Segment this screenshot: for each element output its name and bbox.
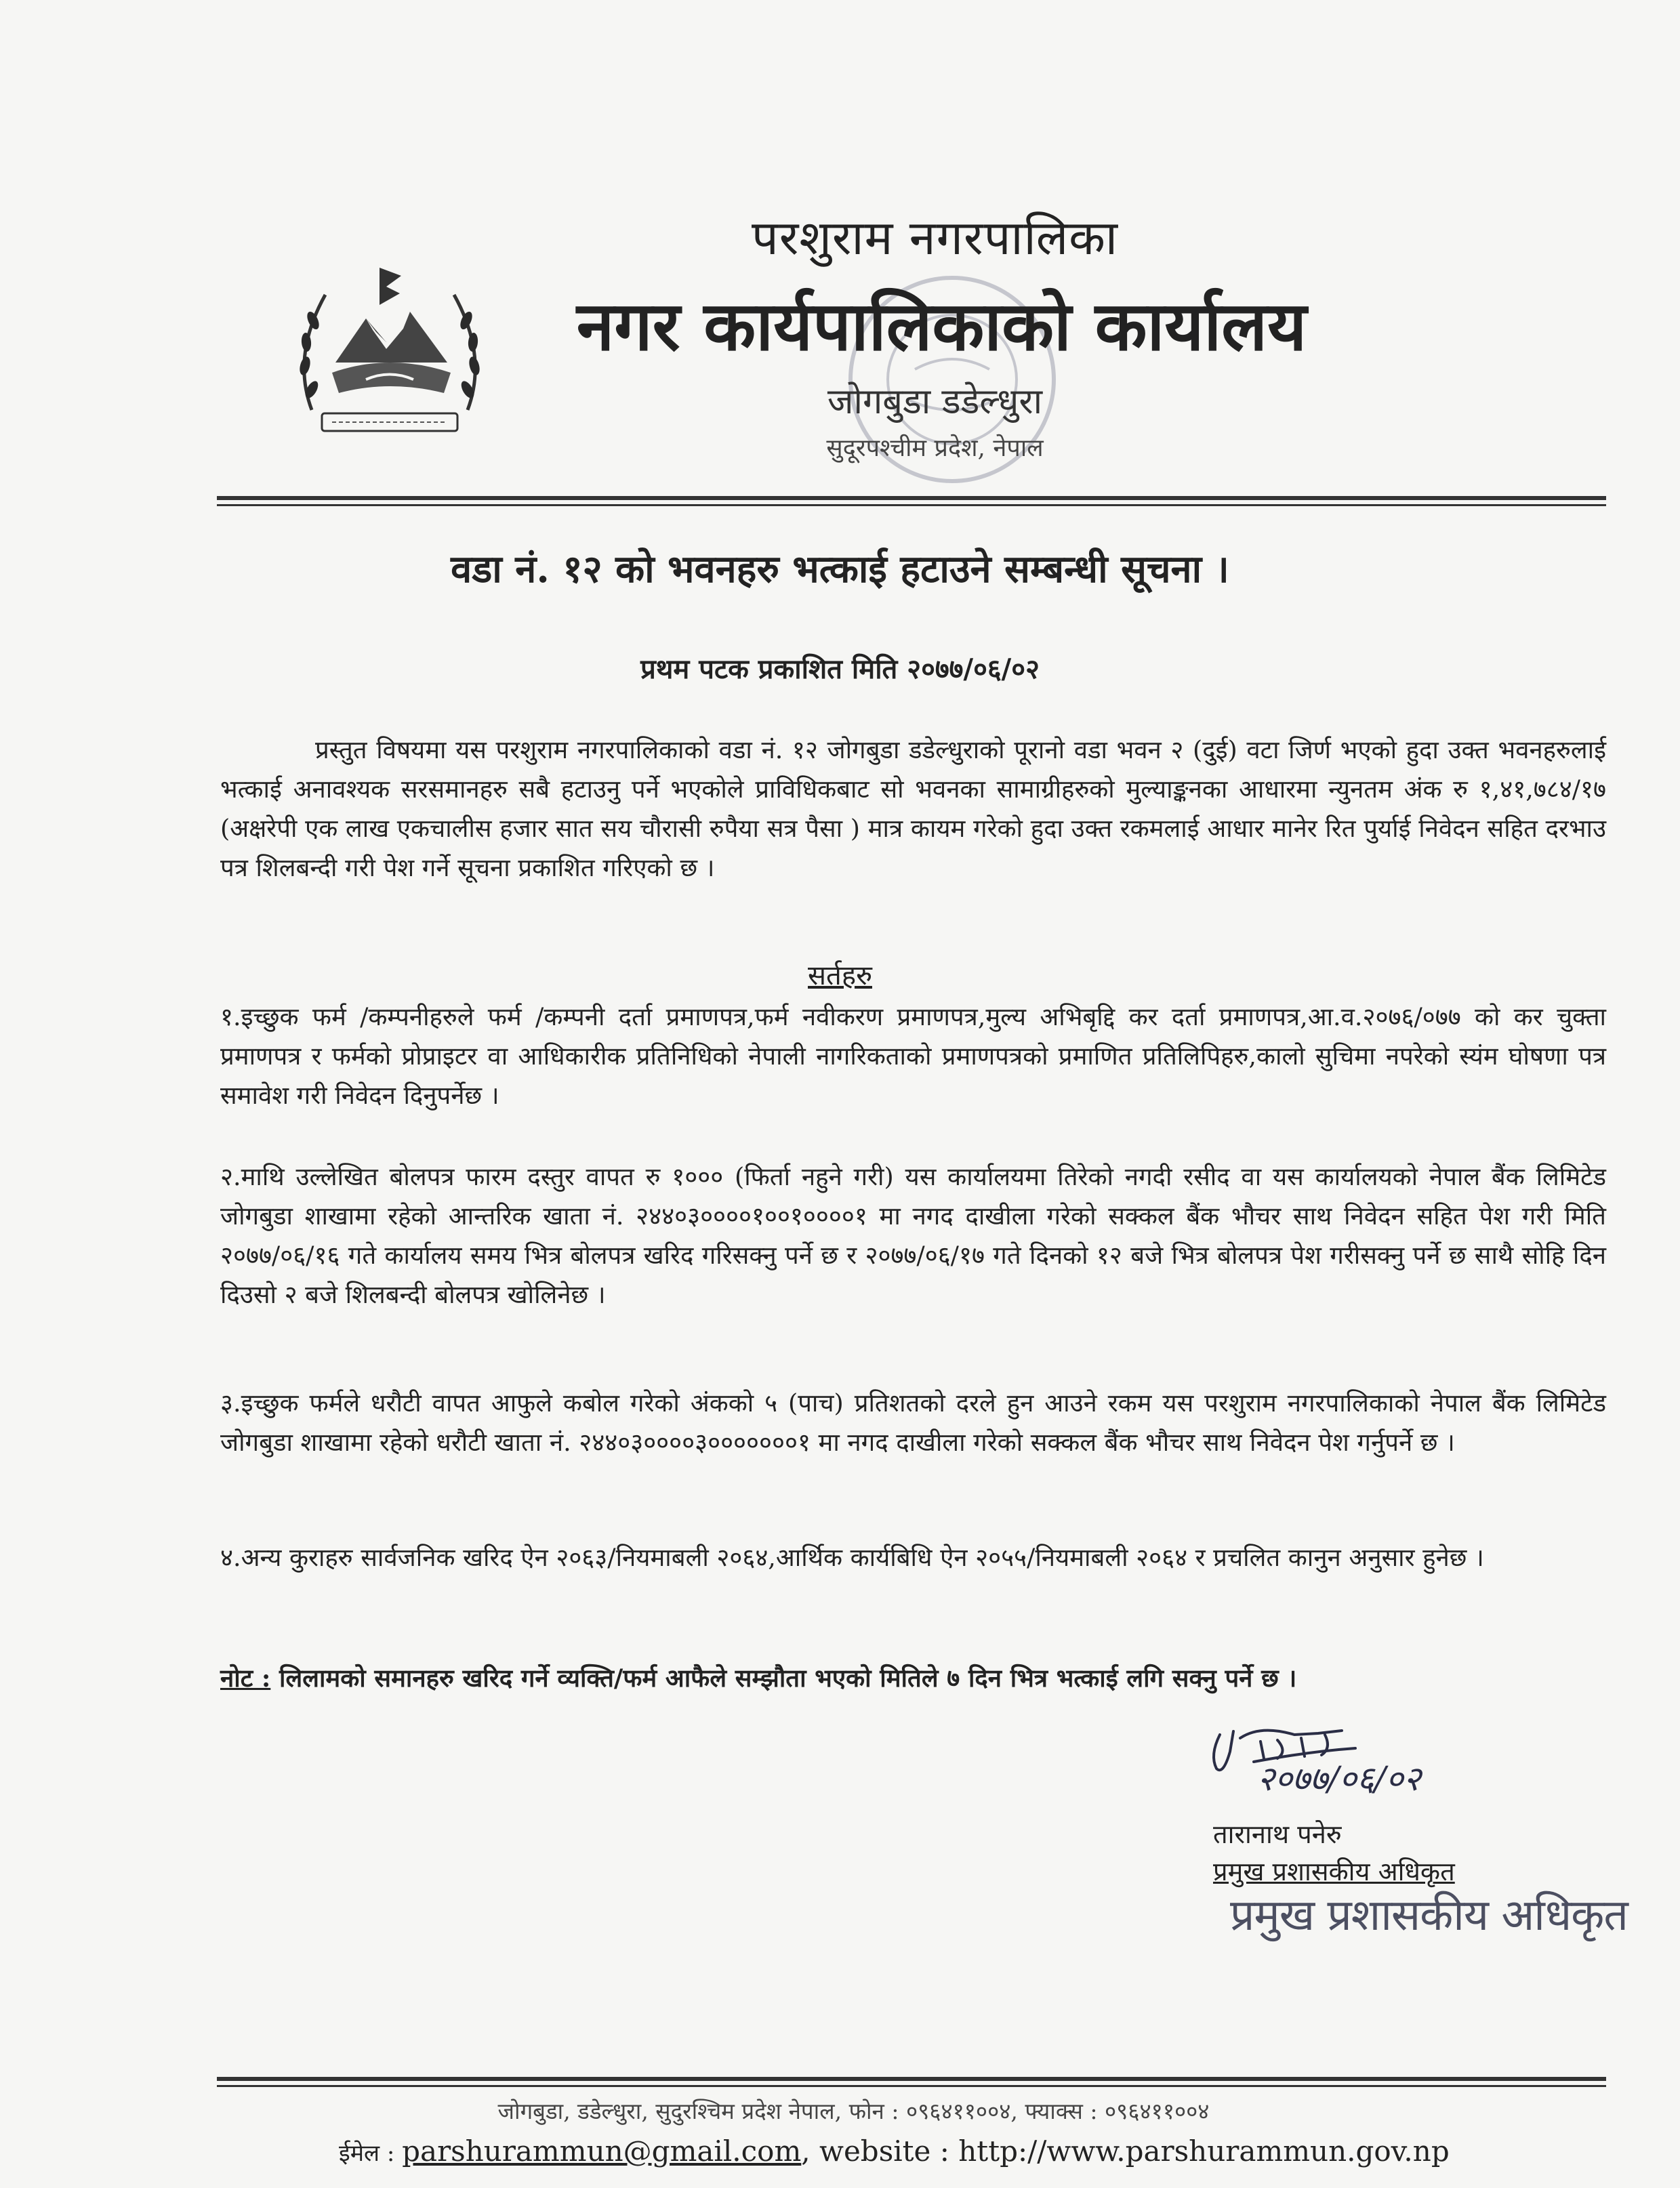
- office-province: सुदूरपश्चीम प्रदेश, नेपाल: [826, 434, 1044, 462]
- municipality-name: परशुराम नगरपालिका: [751, 210, 1119, 266]
- condition-1: १.इच्छुक फर्म /कम्पनीहरुले फर्म /कम्पनी दर्ता प्रमाणपत्र,फर्म नवीकरण प्रमाणपत्र,मुल्य अभिबृद्दि कर दर्ता प्रमाणपत्र,आ.व.२०७६/०७७ को कर चुक्ता प्रमाणपत्र र फर्मको प्रोप्राइटर वा आधिकारीक प्रतिनिधिको नेपाली नागरिकताको प्रमाणपत्रको प्रमाणित प्रतिलिपिहरु,कालो सुचिमा नपरेको स्यंम घोषणा पत्र समावेश गरी निवेदन दिनुपर्नेछ ।: [220, 1002, 1606, 1110]
- notice-title: वडा नं. १२ को भवनहरु भत्काई हटाउने सम्बन्धी सूचना ।: [451, 547, 1229, 592]
- office-name: नगर कार्यपालिकाको कार्यालय: [576, 286, 1307, 366]
- email-link[interactable]: parshurammun@gmail.com: [402, 2134, 802, 2168]
- header-divider-thin: [217, 504, 1606, 506]
- signatory-name: तारानाथ पनेरु: [1213, 1819, 1342, 1849]
- footer-contact: [339, 2134, 1450, 2168]
- condition-4: ४.अन्य कुराहरु सार्वजनिक खरिद ऐन २०६३/नियमाबली २०६४,आर्थिक कार्यबिधि ऐन २०५५/नियमाबली २०६४ र प्रचलित कानुन अनुसार हुनेछ ।: [220, 1543, 1484, 1572]
- signatory-title-stamp: प्रमुख प्रशासकीय अधिकृत: [1230, 1891, 1628, 1941]
- header-divider: [217, 496, 1606, 500]
- condition-2: २.माथि उल्लेखित बोलपत्र फारम दस्तुर वापत रु १००० (फिर्ता नहुने गरी) यस कार्यालयमा तिरेको नगदी रसीद वा यस कार्यालयको नेपाल बैंक लिमिटेड जोगबुडा शाखामा रहेको आन्तरिक खाता नं. २४४०३००००१००१००००१ मा नगद दाखीला गरेको सक्कल बैंक भौचर साथ निवेदन सहित पेश गरी मिति २०७७/०६/१६ गते कार्यालय समय भित्र बोलपत्र खरिद गरिसक्नु पर्ने छ र २०७७/०६/१७ गते दिनको १२ बजे भित्र बोलपत्र पेश गरीसक्नु पर्ने छ साथै सोहि दिन दिउसो २ बजे शिलबन्दी बोलपत्र खोलिनेछ ।: [220, 1162, 1606, 1309]
- handwritten-date: २०७७/०६/०२: [1257, 1759, 1421, 1796]
- email-label: ईमेल :: [339, 2140, 403, 2167]
- note-text: लिलामको समानहरु खरिद गर्ने व्यक्ति/फर्म आफैले सम्झौता भएको मितिले ७ दिन भित्र भत्काई लगि सक्नु पर्ने छ ।: [270, 1664, 1297, 1693]
- note-label: नोट :: [220, 1664, 271, 1693]
- footer-divider: [217, 2077, 1606, 2081]
- office-location: जोगबुडा डडेल्धुरा: [827, 381, 1043, 422]
- signatory-title: प्रमुख प्रशासकीय अधिकृत: [1213, 1857, 1455, 1886]
- conditions-heading: सर्तहरु: [808, 960, 872, 991]
- intro-paragraph: प्रस्तुत विषयमा यस परशुराम नगरपालिकाको वडा नं. १२ जोगबुडा डडेल्धुराको पूरानो वडा भवन २ (दुई) वटा जिर्ण भएको हुदा उक्त भवनहरुलाई भत्काई अनावश्यक सरसमानहरु सबै हटाउनु पर्ने भएकोले प्राविधिकबाट सो भवनका सामाग्रीहरुको मुल्याङ्कनका आधारमा न्युनतम अंक रु १,४१,७८४/१७ (अक्षरेपी एक लाख एकचालीस हजार सात सय चौरासी रुपैया सत्र पैसा ) मात्र कायम गरेको हुदा उक्त रकमलाई आधार मानेर रित पुर्याई निवेदन सहित दरभाउ पत्र शिलबन्दी गरी पेश गर्ने सूचना प्रकाशित गरिएको छ ।: [220, 735, 1606, 882]
- footer-address: जोगबुडा, डडेल्धुरा, सुदुरश्चिम प्रदेश नेपाल, फोन : ०९६४११००४, फ्याक्स : ०९६४११००४: [497, 2098, 1210, 2124]
- website-link[interactable]: , website : http://www.parshurammun.gov.np: [801, 2134, 1450, 2168]
- condition-3: ३.इच्छुक फर्मले धरौटी वापत आफुले कबोल गरेको अंकको ५ (पाच) प्रतिशतको दरले हुन आउने रकम यस परशुराम नगरपालिकाको नेपाल बैंक लिमिटेड जोगबुडा शाखामा रहेको धरौटी खाता नं. २४४०३००००३०००००००१ मा नगद दाखीला गरेको सक्कल बैंक भौचर साथ निवेदन पेश गर्नुपर्ने छ ।: [220, 1388, 1606, 1457]
- note: [220, 1660, 1643, 1694]
- published-date: प्रथम पटक प्रकाशित मिति २०७७/०६/०२: [640, 653, 1040, 685]
- handwritten-signature: [1200, 1714, 1457, 1796]
- footer-divider-thin: [217, 2085, 1606, 2087]
